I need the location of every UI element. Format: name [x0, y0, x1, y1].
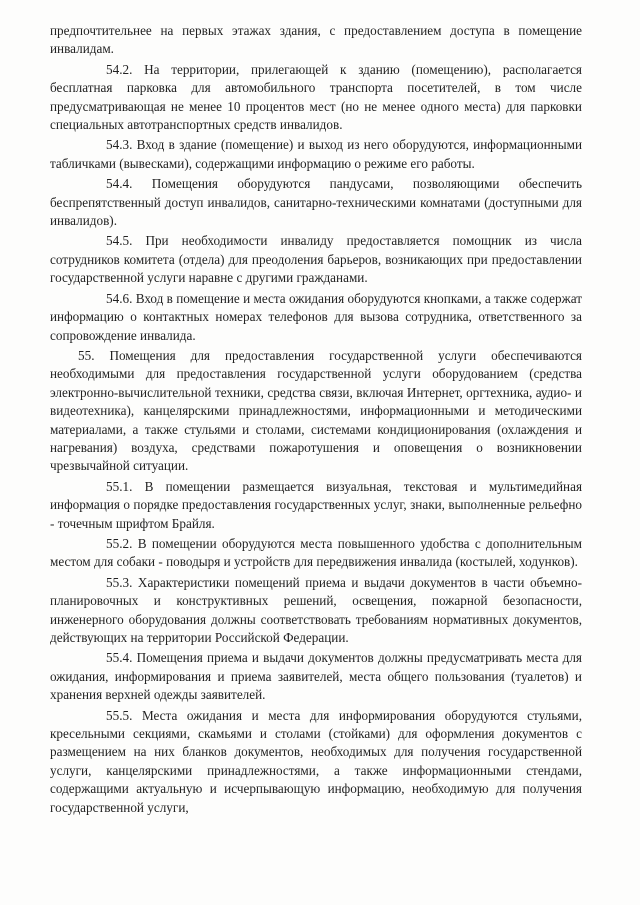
paragraph-number: 54.3. [106, 137, 133, 153]
paragraph-text: Места ожидания и места для информирования оборудуются стульями, кресельными секциями, скамьями и столами (стойками) для оформления документов с размещением на них бланков документов, необходимых для получения государственной услуги, канцелярскими принадлежностями, а также информационными стендами, содержащими актуальную и исчерпывающую информацию, необходимую для получения государственной услуги, [50, 707, 582, 815]
paragraph-number: 55.5. [106, 707, 133, 723]
paragraph-text: На территории, прилегающей к зданию (помещению), располагается бесплатная парковка для автомобильного транспорта посетителей, в том числе предусматривающая не менее 10 процентов мест (но не менее одного места) для парковки специальных автотранспортных средств инвалидов. [50, 61, 582, 133]
paragraph-text: Характеристики помещений приема и выдачи документов в части объемно-планировочных и конструктивных решений, освещения, пожарной безопасности, инженерного оборудования должны соответствовать требованиям нормативных документов, действующих на территории Российской Федерации. [50, 574, 583, 645]
paragraph-number: 54.4. [106, 176, 133, 192]
paragraph-number: 54.6. [106, 290, 133, 306]
paragraph-continuation [50, 22, 582, 59]
paragraph-55-4 [50, 649, 582, 704]
paragraph-number: 55.2. [106, 535, 133, 551]
paragraph-text: В помещении размещается визуальная, текстовая и мультимедийная информация о порядке предоставления государственных услуг, знаки, выполненные рельефно - точечным шрифтом Брайля. [50, 478, 583, 531]
paragraph-text: предпочтительнее на первых этажах здания, с предоставлением доступа в помещение инвалидам. [50, 23, 582, 57]
paragraph-text: При необходимости инвалиду предоставляется помощник из числа сотрудников комитета (отдела) для преодоления барьеров, возникающих при предоставлении государственной услуги наравне с другими гражданами. [50, 233, 582, 286]
paragraph-text: Помещения оборудуются пандусами, позволяющими обеспечить беспрепятственный доступ инвалидов, санитарно-техническими комнатами (доступными для инвалидов). [50, 176, 582, 229]
paragraph-number: 54.2. [106, 61, 133, 77]
paragraph-55-1 [50, 478, 582, 533]
paragraph-number: 55. [78, 347, 95, 363]
paragraph-54-2 [50, 61, 582, 135]
paragraph-text: Вход в помещение и места ожидания оборудуются кнопками, а также содержат информацию о контактных номерах телефонов для вызова сотрудника, ответственного за сопровождение инвалида. [50, 290, 583, 343]
paragraph-text: Помещения для предоставления государственной услуги обеспечиваются необходимыми для предоставления государственной услуги оборудованием (средства электронно-вычислительной техники, средства связи, включая Интернет, оргтехника, аудио- и видеотехника), канцелярскими принадлежностями, информационными и методическими материалами, а также стульями и столами, системами кондиционирования (охлаждения и нагревания) воздуха, средствами пожаротушения и оповещения о возникновении чрезвычайной ситуации. [50, 347, 582, 474]
paragraph-text: В помещении оборудуются места повышенного удобства с дополнительным местом для собаки - поводыря и устройств для передвижения инвалида (костылей, ходунков). [50, 535, 582, 570]
document-body [50, 22, 582, 819]
paragraph-number: 55.4. [106, 650, 133, 666]
paragraph-54-3 [50, 136, 582, 173]
paragraph-55-2 [50, 535, 582, 572]
paragraph-text: Вход в здание (помещение) и выход из него оборудуются, информационными табличками (вывесками), содержащими информацию о режиме его работы. [50, 137, 583, 171]
paragraph-55 [50, 347, 582, 476]
paragraph-55-3 [50, 574, 582, 648]
paragraph-55-5 [50, 707, 582, 817]
paragraph-text: Помещения приема и выдачи документов должны предусматривать места для ожидания, информирования и приема заявителей, места общего пользования (туалетов) и хранения верхней одежды заявителей. [50, 650, 582, 703]
paragraph-54-4 [50, 175, 582, 230]
paragraph-number: 55.1. [106, 478, 133, 494]
paragraph-number: 55.3. [106, 574, 133, 590]
paragraph-number: 54.5. [106, 233, 133, 249]
paragraph-54-5 [50, 232, 582, 287]
paragraph-54-6 [50, 290, 582, 345]
